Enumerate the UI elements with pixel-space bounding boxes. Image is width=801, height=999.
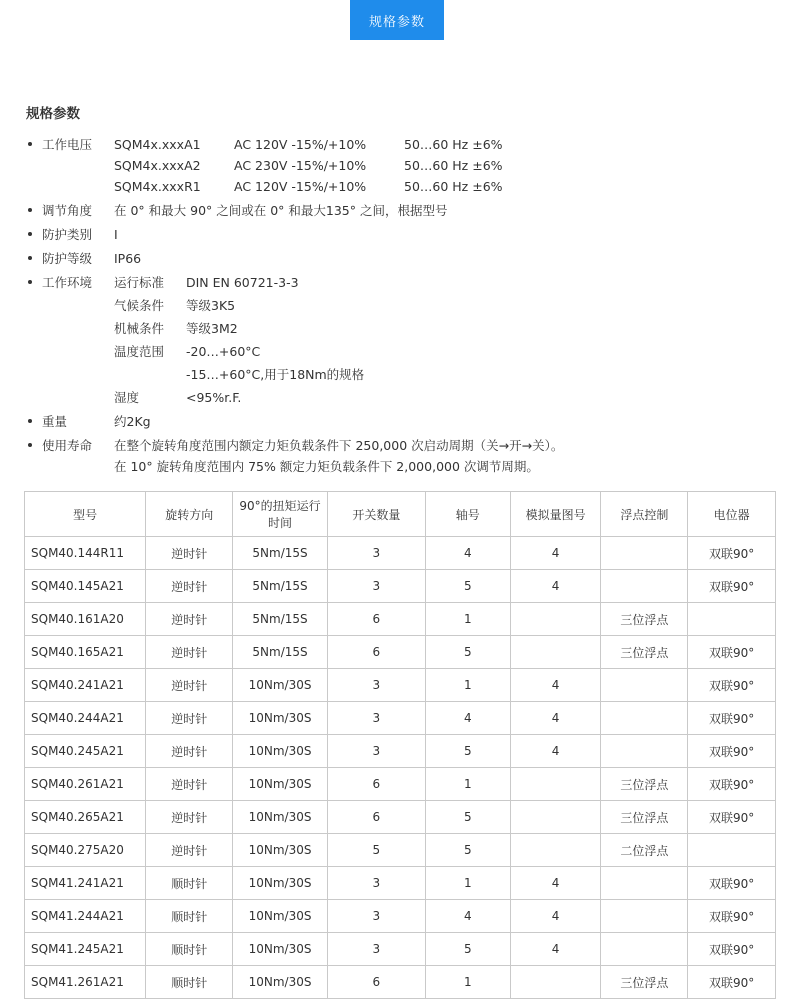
- env-value: -20…+60°C: [186, 344, 261, 359]
- table-cell-shaft: 5: [425, 570, 510, 603]
- table-cell-runtime: 10Nm/30S: [233, 768, 328, 801]
- env-name: 机械条件: [114, 321, 165, 336]
- table-cell-analog: [510, 966, 601, 999]
- table-header-cell: 浮点控制: [601, 492, 688, 537]
- table-cell-runtime: 10Nm/30S: [233, 867, 328, 900]
- table-cell-switches: 3: [327, 537, 425, 570]
- table-row: [25, 702, 776, 735]
- table-cell-direction: 逆时针: [146, 735, 233, 768]
- table-cell-float: [601, 702, 688, 735]
- table-cell-float: 三位浮点: [601, 768, 688, 801]
- table-row: [25, 768, 776, 801]
- voltage-row: [114, 176, 777, 197]
- spec-label-angle: 调节角度: [42, 203, 93, 218]
- table-cell-switches: 3: [327, 669, 425, 702]
- table-cell-model: SQM40.244A21: [25, 702, 146, 735]
- spec-label-voltage: 工作电压: [42, 137, 93, 152]
- env-value: -15…+60°C,用于18Nm的规格: [186, 367, 365, 382]
- table-cell-shaft: 4: [425, 900, 510, 933]
- table-cell-float: 二位浮点: [601, 834, 688, 867]
- table-row: [25, 933, 776, 966]
- table-cell-switches: 6: [327, 603, 425, 636]
- table-row: [25, 537, 776, 570]
- table-cell-model: SQM40.261A21: [25, 768, 146, 801]
- tab-specifications[interactable]: [350, 0, 444, 40]
- spec-item-service-life: [24, 435, 777, 477]
- table-cell-switches: 3: [327, 570, 425, 603]
- tab-bar: [0, 0, 801, 40]
- env-name: 运行标准: [114, 275, 165, 290]
- table-cell-direction: 逆时针: [146, 669, 233, 702]
- tab-specifications-label: 规格参数: [368, 14, 425, 30]
- voltage-model: SQM4x.xxxA2: [114, 158, 201, 173]
- table-cell-model: SQM41.241A21: [25, 867, 146, 900]
- table-cell-float: [601, 669, 688, 702]
- table-cell-potentiometer: [688, 603, 776, 636]
- table-cell-model: SQM40.161A20: [25, 603, 146, 636]
- table-cell-analog: 4: [510, 900, 601, 933]
- service-life-line-1: 在整个旋转角度范围内额定力矩负载条件下 250,000 次启动周期（关→开→关）。: [114, 438, 564, 453]
- table-cell-runtime: 10Nm/30S: [233, 702, 328, 735]
- table-cell-analog: [510, 768, 601, 801]
- table-cell-potentiometer: 双联90°: [688, 636, 776, 669]
- table-cell-float: 三位浮点: [601, 801, 688, 834]
- table-cell-model: SQM40.144R11: [25, 537, 146, 570]
- table-cell-float: 三位浮点: [601, 636, 688, 669]
- table-cell-direction: 逆时针: [146, 702, 233, 735]
- table-cell-analog: 4: [510, 537, 601, 570]
- table-cell-float: 三位浮点: [601, 603, 688, 636]
- table-cell-runtime: 5Nm/15S: [233, 636, 328, 669]
- table-cell-potentiometer: 双联90°: [688, 570, 776, 603]
- table-cell-switches: 3: [327, 867, 425, 900]
- table-cell-float: [601, 900, 688, 933]
- env-value: DIN EN 60721-3-3: [186, 275, 299, 290]
- env-value: <95%r.F.: [186, 390, 242, 405]
- table-row: [25, 900, 776, 933]
- table-row: [25, 834, 776, 867]
- table-cell-analog: 4: [510, 933, 601, 966]
- voltage-frequency: 50…60 Hz ±6%: [404, 137, 503, 152]
- table-cell-model: SQM40.275A20: [25, 834, 146, 867]
- table-cell-float: [601, 933, 688, 966]
- spec-label-weight: 重量: [42, 414, 68, 429]
- voltage-row: [114, 155, 777, 176]
- table-row: [25, 570, 776, 603]
- env-name: 湿度: [114, 390, 140, 405]
- table-cell-potentiometer: 双联90°: [688, 966, 776, 999]
- table-cell-switches: 3: [327, 933, 425, 966]
- table-cell-analog: 4: [510, 867, 601, 900]
- spec-label-protection-class: 防护类别: [42, 227, 93, 242]
- table-cell-analog: [510, 801, 601, 834]
- table-cell-runtime: 10Nm/30S: [233, 900, 328, 933]
- table-header-cell: 模拟量图号: [510, 492, 601, 537]
- table-row: [25, 603, 776, 636]
- spec-item-environment: [24, 272, 777, 408]
- table-cell-direction: 顺时针: [146, 867, 233, 900]
- table-cell-direction: 顺时针: [146, 966, 233, 999]
- model-specification-table: [24, 491, 776, 999]
- table-cell-switches: 6: [327, 768, 425, 801]
- table-cell-switches: 3: [327, 702, 425, 735]
- table-cell-potentiometer: [688, 834, 776, 867]
- spec-item-voltage: [24, 134, 777, 197]
- table-cell-shaft: 1: [425, 867, 510, 900]
- table-cell-potentiometer: 双联90°: [688, 900, 776, 933]
- voltage-volts: AC 120V -15%/+10%: [234, 137, 367, 152]
- table-cell-runtime: 10Nm/30S: [233, 966, 328, 999]
- spec-label-service-life: 使用寿命: [42, 438, 93, 453]
- table-cell-direction: 逆时针: [146, 636, 233, 669]
- spec-item-weight: [24, 411, 777, 432]
- table-cell-float: [601, 570, 688, 603]
- table-cell-runtime: 5Nm/15S: [233, 570, 328, 603]
- table-cell-direction: 逆时针: [146, 801, 233, 834]
- table-cell-direction: 逆时针: [146, 834, 233, 867]
- spec-value-protection-class: I: [114, 227, 118, 242]
- spec-value-angle: 在 0° 和最大 90° 之间或在 0° 和最大135° 之间，根据型号: [114, 203, 448, 218]
- table-cell-direction: 逆时针: [146, 603, 233, 636]
- table-cell-model: SQM41.261A21: [25, 966, 146, 999]
- table-cell-potentiometer: 双联90°: [688, 702, 776, 735]
- table-cell-switches: 3: [327, 735, 425, 768]
- table-row: [25, 801, 776, 834]
- table-cell-model: SQM40.145A21: [25, 570, 146, 603]
- table-cell-analog: [510, 636, 601, 669]
- table-header-cell: 型号: [25, 492, 146, 537]
- table-cell-potentiometer: 双联90°: [688, 735, 776, 768]
- table-cell-model: SQM41.245A21: [25, 933, 146, 966]
- table-cell-switches: 3: [327, 900, 425, 933]
- voltage-volts: AC 230V -15%/+10%: [234, 158, 367, 173]
- table-cell-runtime: 10Nm/30S: [233, 933, 328, 966]
- table-cell-direction: 逆时针: [146, 570, 233, 603]
- table-cell-model: SQM41.244A21: [25, 900, 146, 933]
- table-cell-shaft: 1: [425, 669, 510, 702]
- table-header-cell: 90°的扭矩运行时间: [233, 492, 328, 537]
- spec-item-protection-degree: [24, 248, 777, 269]
- table-cell-model: SQM40.241A21: [25, 669, 146, 702]
- page-title: 规格参数: [26, 106, 80, 122]
- table-body: [25, 537, 776, 999]
- table-cell-shaft: 1: [425, 768, 510, 801]
- table-header-cell: 电位器: [688, 492, 776, 537]
- table-header-cell: 开关数量: [327, 492, 425, 537]
- voltage-model: SQM4x.xxxR1: [114, 179, 201, 194]
- table-cell-direction: 顺时针: [146, 933, 233, 966]
- table-cell-shaft: 5: [425, 834, 510, 867]
- specification-list: [24, 134, 777, 477]
- spec-value-voltage: [114, 134, 777, 197]
- table-cell-analog: 4: [510, 735, 601, 768]
- table-cell-runtime: 10Nm/30S: [233, 669, 328, 702]
- table-cell-model: SQM40.245A21: [25, 735, 146, 768]
- spec-value-service-life: [114, 435, 777, 477]
- table-cell-model: SQM40.265A21: [25, 801, 146, 834]
- table-cell-runtime: 5Nm/15S: [233, 537, 328, 570]
- table-header-cell: 旋转方向: [146, 492, 233, 537]
- table-cell-runtime: 10Nm/30S: [233, 834, 328, 867]
- table-cell-float: 三位浮点: [601, 966, 688, 999]
- table-cell-switches: 6: [327, 801, 425, 834]
- table-cell-analog: 4: [510, 570, 601, 603]
- table-cell-direction: 顺时针: [146, 900, 233, 933]
- table-header-row: [25, 492, 776, 537]
- voltage-frequency: 50…60 Hz ±6%: [404, 158, 503, 173]
- table-cell-direction: 逆时针: [146, 537, 233, 570]
- table-cell-runtime: 5Nm/15S: [233, 603, 328, 636]
- table-cell-analog: 4: [510, 702, 601, 735]
- table-row: [25, 636, 776, 669]
- table-cell-switches: 6: [327, 636, 425, 669]
- spec-label-protection-degree: 防护等级: [42, 251, 93, 266]
- table-cell-analog: [510, 834, 601, 867]
- table-cell-float: [601, 735, 688, 768]
- table-row: [25, 669, 776, 702]
- table-cell-float: [601, 537, 688, 570]
- env-name: 温度范围: [114, 344, 165, 359]
- spec-label-environment: 工作环境: [42, 275, 93, 290]
- table-header-cell: 轴号: [425, 492, 510, 537]
- table-cell-analog: 4: [510, 669, 601, 702]
- table-cell-potentiometer: 双联90°: [688, 867, 776, 900]
- voltage-frequency: 50…60 Hz ±6%: [404, 179, 503, 194]
- table-head: [25, 492, 776, 537]
- voltage-row: [114, 134, 777, 155]
- table-cell-model: SQM40.165A21: [25, 636, 146, 669]
- table-row: [25, 867, 776, 900]
- table-cell-shaft: 1: [425, 603, 510, 636]
- table-cell-shaft: 5: [425, 735, 510, 768]
- env-value: 等级3M2: [186, 321, 238, 336]
- table-cell-potentiometer: 双联90°: [688, 801, 776, 834]
- spec-value-protection-degree: IP66: [114, 251, 142, 266]
- table-cell-shaft: 5: [425, 801, 510, 834]
- table-cell-potentiometer: 双联90°: [688, 933, 776, 966]
- table-cell-shaft: 4: [425, 702, 510, 735]
- table-cell-shaft: 5: [425, 933, 510, 966]
- table-cell-direction: 逆时针: [146, 768, 233, 801]
- table-cell-runtime: 10Nm/30S: [233, 735, 328, 768]
- table-row: [25, 966, 776, 999]
- spec-value-weight: 约2Kg: [114, 414, 151, 429]
- spec-item-protection-class: [24, 224, 777, 245]
- voltage-model: SQM4x.xxxA1: [114, 137, 201, 152]
- env-value: 等级3K5: [186, 298, 236, 313]
- env-name: 气候条件: [114, 298, 165, 313]
- table-cell-potentiometer: 双联90°: [688, 537, 776, 570]
- table-row: [25, 735, 776, 768]
- table-cell-shaft: 4: [425, 537, 510, 570]
- table-cell-shaft: 1: [425, 966, 510, 999]
- spec-item-angle: [24, 200, 777, 221]
- table-cell-potentiometer: 双联90°: [688, 669, 776, 702]
- table-cell-shaft: 5: [425, 636, 510, 669]
- table-cell-switches: 5: [327, 834, 425, 867]
- table-cell-analog: [510, 603, 601, 636]
- content-area: [0, 102, 801, 999]
- service-life-line-2: 在 10° 旋转角度范围内 75% 额定力矩负载条件下 2,000,000 次调节周期。: [114, 459, 539, 474]
- table-cell-switches: 6: [327, 966, 425, 999]
- env-name: [114, 364, 186, 385]
- table-cell-float: [601, 867, 688, 900]
- table-cell-runtime: 10Nm/30S: [233, 801, 328, 834]
- voltage-volts: AC 120V -15%/+10%: [234, 179, 367, 194]
- table-cell-potentiometer: 双联90°: [688, 768, 776, 801]
